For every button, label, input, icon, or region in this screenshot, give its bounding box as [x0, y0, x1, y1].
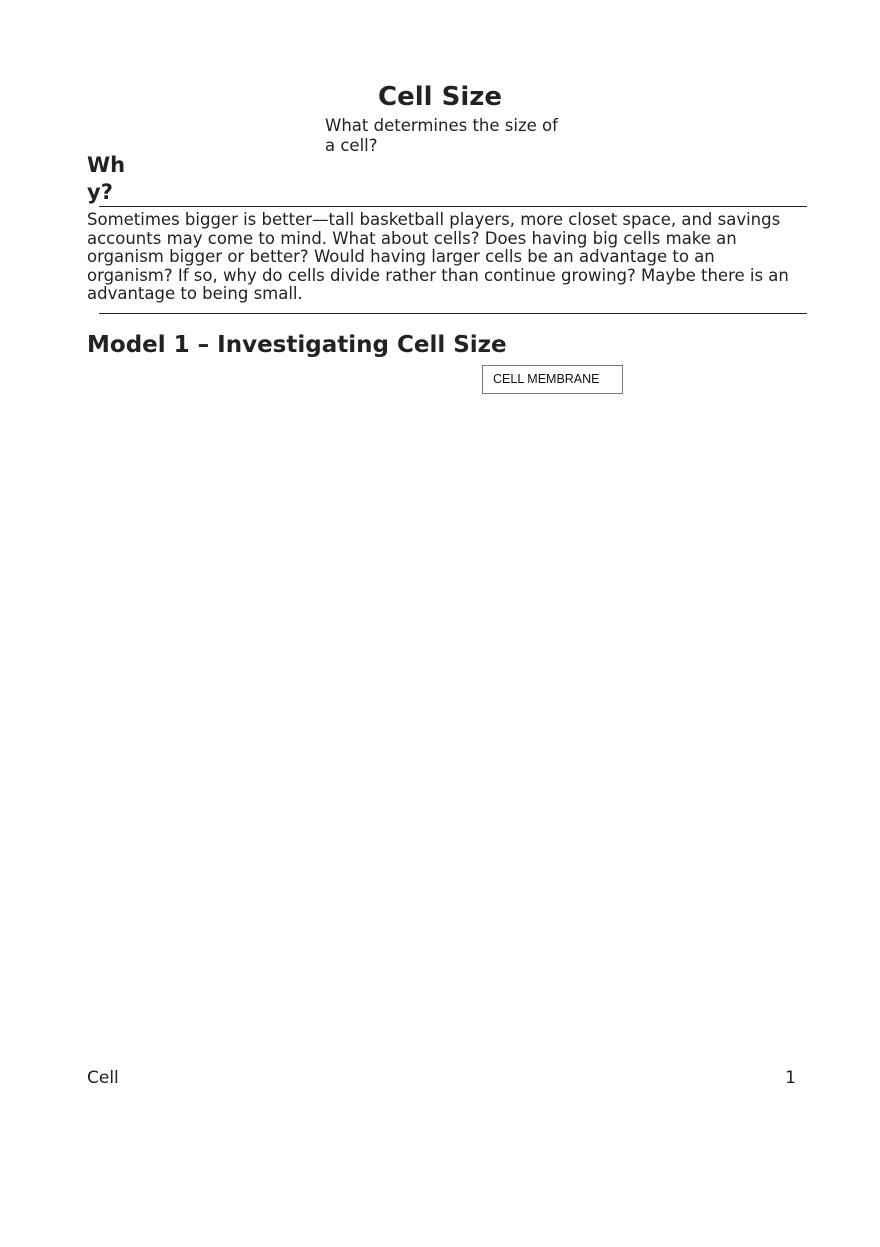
page-subtitle: What determines the size of a cell? — [325, 116, 558, 155]
cell-membrane-label: CELL MEMBRANE — [482, 365, 623, 394]
bottom-divider — [99, 313, 807, 314]
page-title: Cell Size — [378, 82, 502, 112]
top-divider — [99, 206, 807, 207]
page-number: 1 — [785, 1068, 796, 1088]
model-heading: Model 1 – Investigating Cell Size — [87, 332, 507, 358]
why-paragraph: Sometimes bigger is better—tall basketball players, more closet space, and savings accounts may come to mind. What about cells? Does having big cells make an organism bigger or better? Would having larger cells be an advantage to an organism? If so, why do cells divide rather than continue growing? Maybe there is an advantage to being small. — [87, 210, 789, 304]
footer-label: Cell — [87, 1068, 119, 1088]
why-heading: Why? — [87, 153, 126, 204]
